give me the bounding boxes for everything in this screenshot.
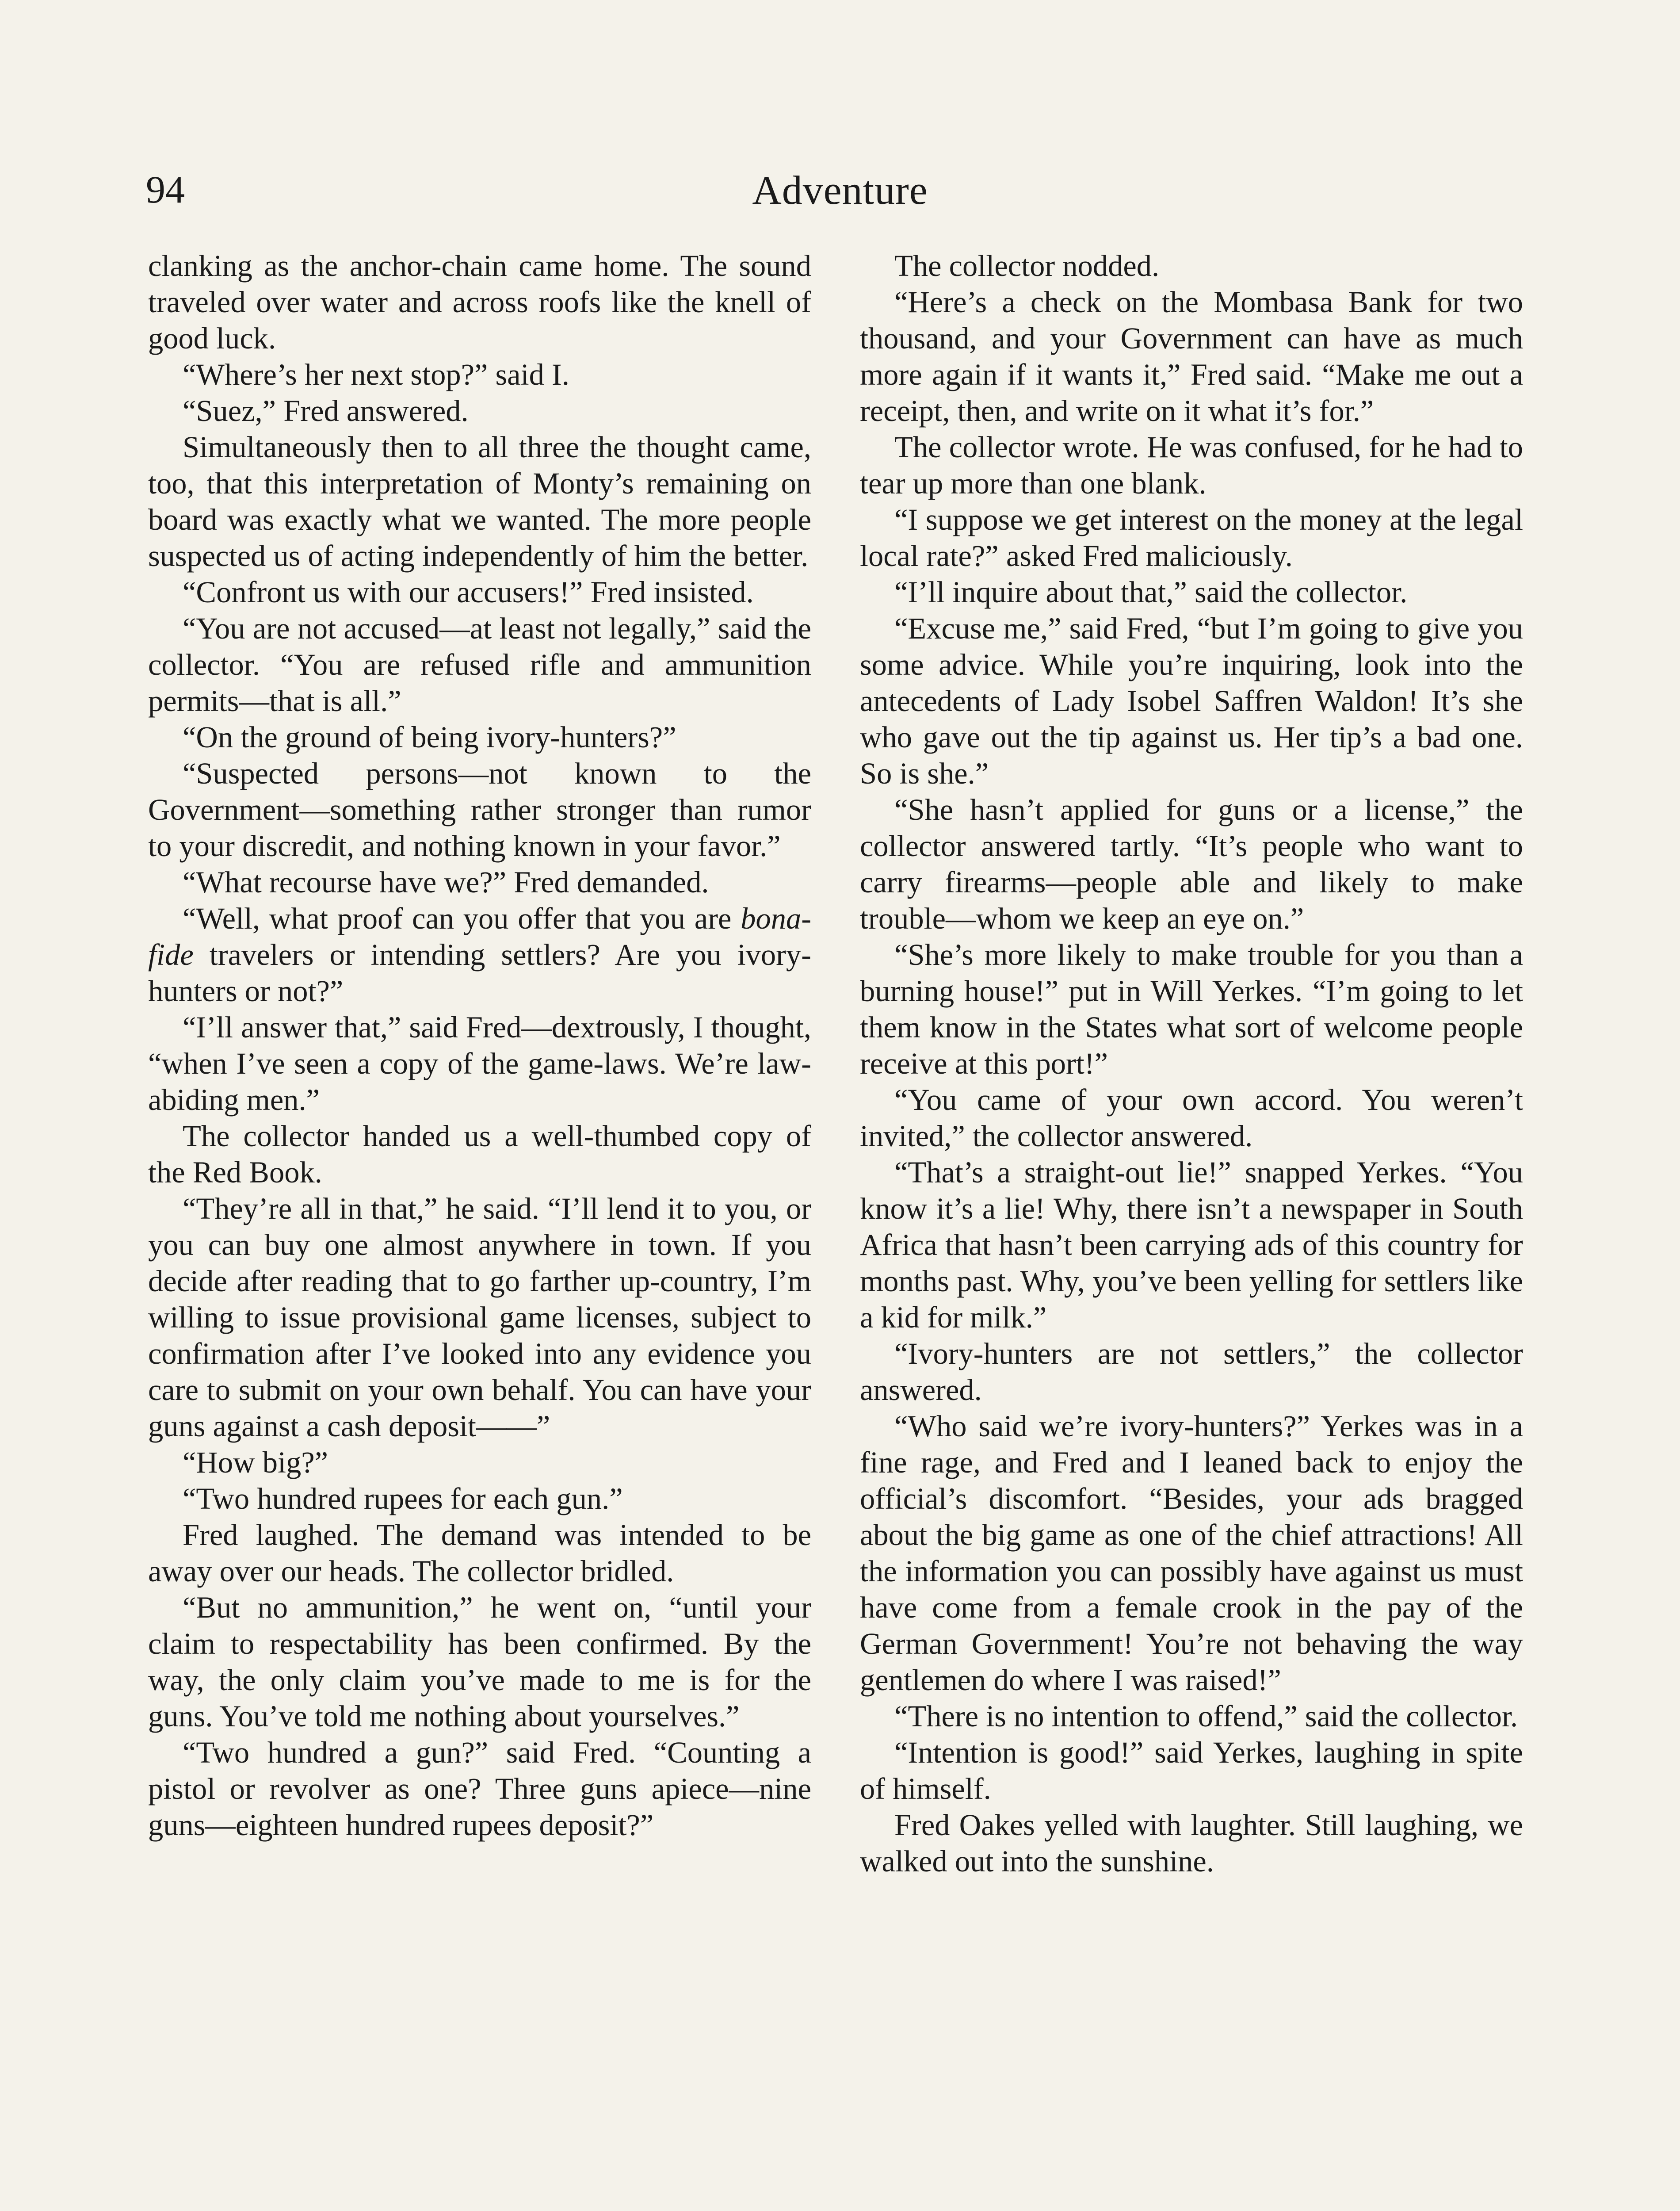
paragraph: The collector handed us a well-thumbed copy of the Red Book. [148,1119,811,1189]
paragraph: “Confront us with our accusers!” Fred insisted. [183,575,754,609]
paragraph: “She’s more likely to make trouble for you than a burning house!” put in Will Yerkes. “I’m going to let them know in the States what sort of welcome people receive at this port!” [860,938,1523,1080]
paragraph: “She hasn’t applied for guns or a license,” the collector answered tartly. “It’s people who want to carry firearms—people able and likely to make trouble—whom we keep an eye on.” [860,793,1523,935]
paragraph: “That’s a straight-out lie!” snapped Yerkes. “You know it’s a lie! Why, there isn’t a newspaper in South Africa that hasn’t been carrying ads of this country for months past. Why, you’ve been yelling for settlers like a kid for milk.” [860,1155,1523,1334]
paragraph: “How big?” [183,1446,328,1479]
paragraph: “Where’s her next stop?” said I. [183,358,569,391]
italic-phrase: bona-fide [148,902,811,972]
page-number: 94 [146,168,185,211]
running-title: Adventure [752,168,928,213]
paragraph: “They’re all in that,” he said. “I’ll lend it to you, or you can buy one almost anywhere in town. If you decide after reading that to go farther up-country, I’m willing to issue provisional game licenses, subject to confirmation after I’ve looked into any evidence you care to submit on your own behalf. You can have your guns against a cash deposit——” [148,1192,811,1443]
paragraph: “Excuse me,” said Fred, “but I’m going to give you some advice. While you’re inquiring, look into the antecedents of Lady Isobel Saffren Waldon! It’s she who gave out the tip against us. Her tip’s a bad one. So is she.” [860,612,1523,790]
paragraph: “There is no intention to offend,” said the collector. [894,1699,1518,1733]
paragraph: “Intention is good!” said Yerkes, laughing in spite of himself. [860,1736,1523,1806]
paragraph: “Who said we’re ivory-hunters?” Yerkes was in a fine rage, and Fred and I leaned back to enjoy the official’s discomfort. “Besides, your ads bragged about the big game as one of the chief attractions! All the information you can possibly have against us must have come from a female crook in the pay of the German Government! You’re not behaving the way gentlemen do where I was raised!” [860,1409,1523,1697]
paragraph: “What recourse have we?” Fred demanded. [183,865,709,899]
paragraph-text: travelers or intending settlers? Are you ivory-hunters or not?” [148,938,811,1008]
paragraph: “You came of your own accord. You weren’t invited,” the collector answered. [860,1083,1523,1153]
paragraph: Fred laughed. The demand was intended to be away over our heads. The collector bridled. [148,1518,811,1588]
left-column [148,248,811,1843]
paragraph: clanking as the anchor-chain came home. The sound traveled over water and across roofs like the knell of good luck. [148,249,811,355]
paragraph: “Two hundred rupees for each gun.” [183,1482,623,1515]
paragraph: “Suez,” Fred answered. [183,394,469,428]
paragraph [148,900,811,1009]
paragraph: “I’ll answer that,” said Fred—dextrously, I thought, “when I’ve seen a copy of the game-laws. We’re law-abiding men.” [148,1010,811,1117]
page-header [146,164,1534,217]
paragraph: “Suspected persons—not known to the Government—something rather stronger than rumor to your discredit, and nothing known in your favor.” [148,757,811,863]
paragraph: The collector wrote. He was confused, for he had to tear up more than one blank. [860,430,1523,500]
paragraph: “Ivory-hunters are not settlers,” the collector answered. [860,1337,1523,1407]
right-column [860,248,1523,1879]
paragraph: “But no ammunition,” he went on, “until your claim to respectability has been confirmed. By the way, the only claim you’ve made to me is for the guns. You’ve told me nothing about yourselves.” [148,1591,811,1733]
paragraph: “On the ground of being ivory-hunters?” [183,720,676,754]
paragraph: The collector nodded. [894,249,1160,283]
paragraph: Fred Oakes yelled with laughter. Still laughing, we walked out into the sunshine. [860,1808,1523,1878]
paragraph: “I suppose we get interest on the money at the legal local rate?” asked Fred maliciously. [860,503,1523,573]
paragraph: Simultaneously then to all three the thought came, too, that this interpretation of Monty’s remaining on board was exactly what we wanted. The more people suspected us of acting independently of him the better. [148,430,811,573]
paragraph: “You are not accused—at least not legally,” said the collector. “You are refused rifle and ammunition permits—that is all.” [148,612,811,718]
paragraph: “Here’s a check on the Mombasa Bank for two thousand, and your Government can have as much more again if it wants it,” Fred said. “Make me out a receipt, then, and write on it what it’s for.” [860,285,1523,428]
paragraph-text: “Well, what proof can you offer that you are [183,902,741,935]
paragraph: “I’ll inquire about that,” said the collector. [894,575,1408,609]
paragraph: “Two hundred a gun?” said Fred. “Counting a pistol or revolver as one? Three guns apiece—nine guns—eighteen hundred rupees deposit?” [148,1736,811,1842]
